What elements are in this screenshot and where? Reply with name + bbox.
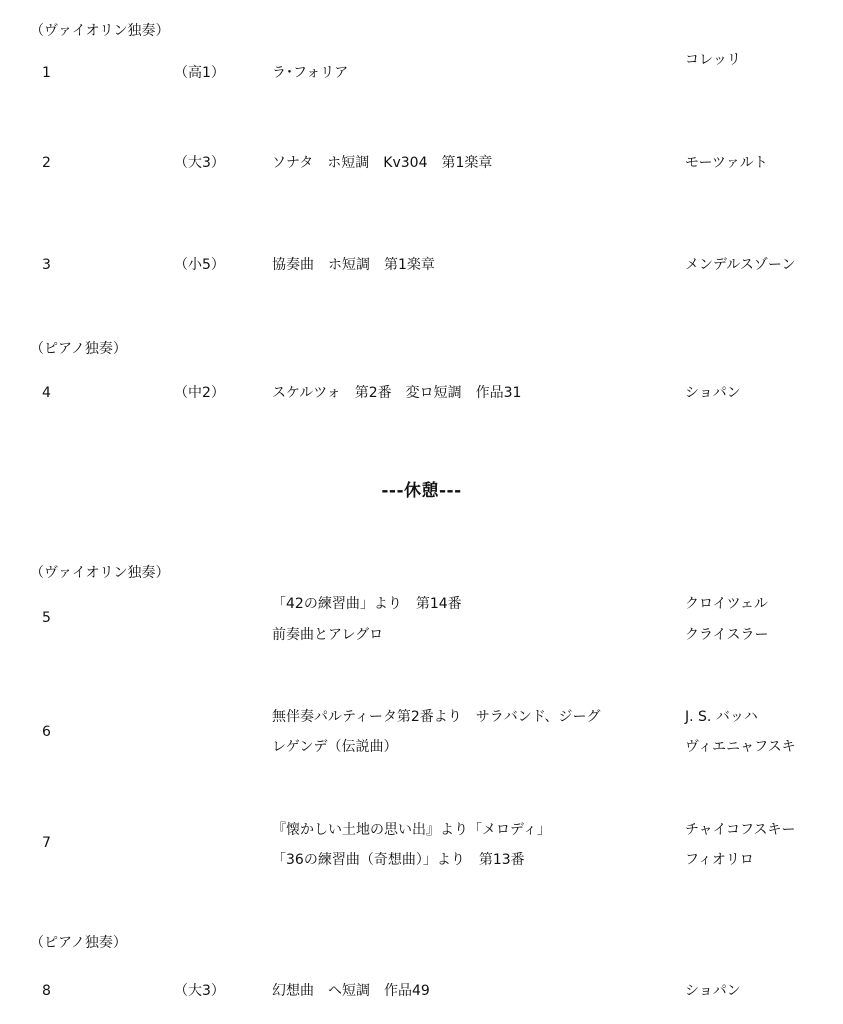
piece-title: 無伴奏パルティータ第2番より サラバンド、ジーグ — [272, 709, 601, 725]
piece-title: ラ･フォリア — [272, 65, 349, 81]
piece-title: 協奏曲 ホ短調 第1楽章 — [272, 257, 435, 273]
item-number: 1 — [42, 65, 51, 81]
performer-grade: （大3） — [174, 155, 225, 171]
item-number: 5 — [42, 610, 51, 626]
performer-grade: （中2） — [174, 385, 225, 401]
section-heading-piano-solo: （ピアノ独奏） — [30, 341, 127, 357]
composer-name: チャイコフスキー — [685, 822, 796, 838]
composer-name: メンデルスゾーン — [685, 257, 796, 273]
piece-title: レゲンデ（伝説曲） — [272, 739, 398, 755]
section-heading-violin-solo: （ヴァイオリン独奏） — [30, 565, 170, 581]
item-number: 7 — [42, 835, 51, 851]
composer-name: ショパン — [685, 983, 741, 999]
piece-title: 前奏曲とアレグロ — [272, 627, 384, 643]
piece-title: 「42の練習曲」より 第14番 — [272, 596, 462, 612]
piece-title: ソナタ ホ短調 Kv304 第1楽章 — [272, 155, 493, 171]
item-number: 3 — [42, 257, 51, 273]
section-heading-piano-solo: （ピアノ独奏） — [30, 935, 127, 951]
item-number: 6 — [42, 724, 51, 740]
piece-title: 「36の練習曲（奇想曲）」より 第13番 — [272, 852, 525, 868]
section-heading-violin-solo: （ヴァイオリン独奏） — [30, 23, 170, 39]
piece-title: 『懐かしい土地の思い出』より「メロディ」 — [272, 822, 551, 838]
performer-grade: （小5） — [174, 257, 225, 273]
composer-name: モーツァルト — [685, 155, 768, 171]
item-number: 4 — [42, 385, 51, 401]
composer-name: ヴィエニャフスキ — [685, 739, 796, 755]
item-number: 8 — [42, 983, 51, 999]
composer-name: コレッリ — [685, 52, 741, 68]
piece-title: 幻想曲 ヘ短調 作品49 — [272, 983, 430, 999]
intermission-heading: ---休憩--- — [381, 481, 462, 501]
piece-title: スケルツォ 第2番 変ロ短調 作品31 — [272, 385, 522, 401]
composer-name: フィオリロ — [685, 852, 754, 868]
composer-name: J. S. バッハ — [685, 709, 758, 725]
performer-grade: （高1） — [174, 65, 225, 81]
composer-name: クロイツェル — [685, 596, 769, 612]
composer-name: クライスラー — [685, 627, 769, 643]
item-number: 2 — [42, 155, 51, 171]
composer-name: ショパン — [685, 385, 741, 401]
performer-grade: （大3） — [174, 983, 225, 999]
